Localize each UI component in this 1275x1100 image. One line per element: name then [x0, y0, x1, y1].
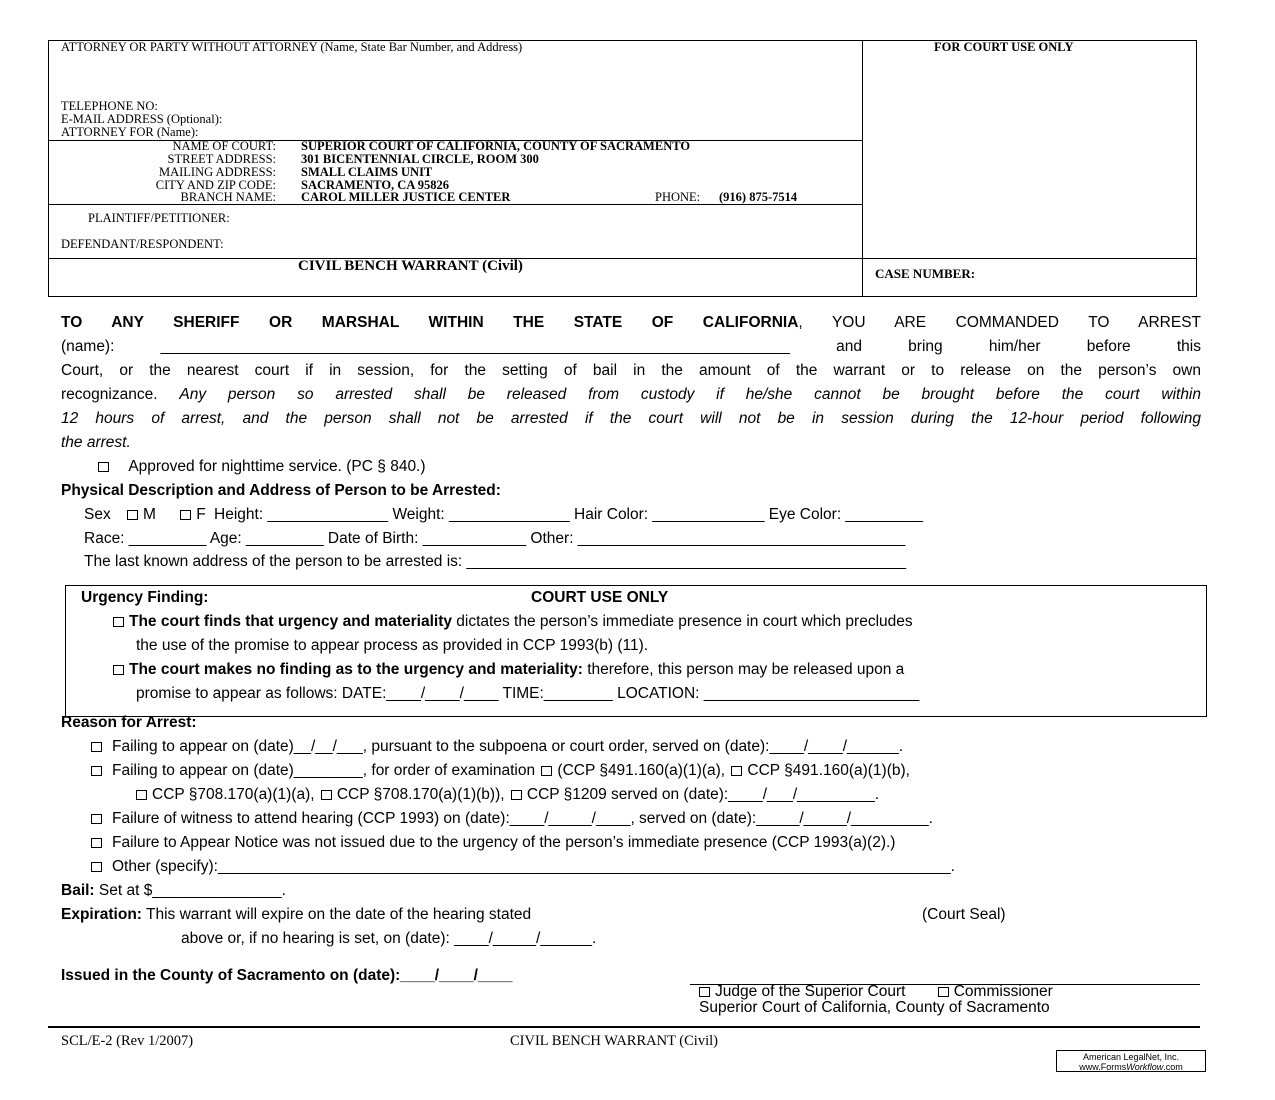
- logo-url-c: .com: [1163, 1062, 1183, 1072]
- phone-label: PHONE:: [655, 190, 701, 204]
- caption-rule: [48, 258, 1197, 259]
- logo-company: American LegalNet, Inc.: [1082, 1052, 1180, 1062]
- ccp-1209-checkbox[interactable]: [511, 790, 522, 800]
- phone-value: (916) 875-7514: [719, 190, 798, 204]
- reason-4-checkbox[interactable]: [91, 838, 102, 848]
- footer-title: CIVIL BENCH WARRANT (Civil): [510, 1033, 718, 1049]
- urgency-finding-2-bold: The court makes no finding as to the urgency and materiality:: [129, 661, 583, 678]
- reason-heading: Reason for Arrest:: [61, 714, 197, 731]
- bail-label: Bail:: [61, 882, 95, 899]
- branch-name-label: BRANCH NAME:: [180, 190, 276, 204]
- reason-2-checkbox[interactable]: [91, 766, 102, 776]
- form-title: CIVIL BENCH WARRANT (Civil): [298, 258, 523, 274]
- issued-line: Issued in the County of Sacramento on (date):____/____/____: [61, 967, 513, 984]
- case-number-label: CASE NUMBER:: [875, 266, 976, 281]
- female-checkbox[interactable]: [180, 510, 191, 520]
- attorney-for-label: ATTORNEY FOR (Name):: [61, 125, 199, 139]
- command-line-4: [61, 386, 1201, 404]
- reason-failing-appear-examination: [91, 762, 910, 780]
- ccp-708-a-checkbox[interactable]: [136, 790, 147, 800]
- attorney-label: ATTORNEY OR PARTY WITHOUT ATTORNEY (Name, State Bar Number, and Address): [61, 40, 523, 54]
- expiration-line: [61, 906, 531, 924]
- reason-other: [91, 858, 955, 876]
- sex-label: Sex: [84, 506, 111, 523]
- ccp-708-b-label: CCP §708.170(a)(1)(b)),: [336, 786, 505, 803]
- ccp-1209-label: CCP §1209 served on (date):____/___/_________.: [526, 786, 880, 803]
- reason-5-text: Other (specify):_____________________________________________________________________________________.: [112, 858, 955, 875]
- mailing-address-label: MAILING ADDRESS:: [158, 165, 276, 179]
- reason-5-checkbox[interactable]: [91, 862, 102, 872]
- recognizance-text: recognizance.: [61, 386, 158, 403]
- reason-witness-failure: [91, 810, 933, 828]
- reason-4-text: Failure to Appear Notice was not issued due to the urgency of the person’s immediate presence (CCP 1993(a)(2).): [112, 834, 896, 851]
- ccp-491-b-label: CCP §491.160(a)(1)(b),: [747, 762, 910, 779]
- forms-workflow-logo[interactable]: [1056, 1050, 1206, 1072]
- reason-3-text: Failure of witness to attend hearing (CCP 1993) on (date):____/_____/____, served on (date):_____/_____/_________.: [112, 810, 933, 827]
- logo-url: [1057, 1062, 1205, 1072]
- street-address-label: STREET ADDRESS:: [167, 152, 276, 166]
- commissioner-label: Commissioner: [953, 983, 1053, 1000]
- court-seal-label: (Court Seal): [922, 906, 1006, 923]
- mailing-address-value: SMALL CLAIMS UNIT: [301, 165, 433, 179]
- expiration-text: This warrant will expire on the date of the hearing stated: [145, 906, 532, 923]
- judge-label: Judge of the Superior Court: [715, 983, 906, 1000]
- city-zip-label: CITY AND ZIP CODE:: [155, 178, 276, 192]
- urgency-finding-1-checkbox[interactable]: [113, 617, 124, 627]
- nighttime-service: [98, 458, 426, 476]
- telephone-label: TELEPHONE NO:: [61, 99, 158, 113]
- email-label: E-MAIL ADDRESS (Optional):: [61, 112, 223, 126]
- release-text: Any person so arrested shall be released from custody if he/she cannot be brought before the court within: [179, 386, 1201, 403]
- male-checkbox[interactable]: [127, 510, 138, 520]
- urgency-finding-1: [113, 613, 1191, 631]
- signatory-court: Superior Court of California, County of Sacramento: [699, 999, 1050, 1016]
- bail-line: [61, 882, 286, 900]
- physical-row-1: [84, 506, 923, 524]
- reason-no-notice: [91, 834, 895, 852]
- urgency-court-use: COURT USE ONLY: [531, 589, 669, 606]
- command-line-6: the arrest.: [61, 434, 131, 451]
- reason-1-checkbox[interactable]: [91, 742, 102, 752]
- commissioner-checkbox[interactable]: [938, 987, 949, 997]
- reason-failing-appear-subpoena: [91, 738, 903, 756]
- court-name-value: SUPERIOR COURT OF CALIFORNIA, COUNTY OF SACRAMENTO: [301, 139, 691, 153]
- ccp-491-b-checkbox[interactable]: [731, 766, 742, 776]
- urgency-finding-2-checkbox[interactable]: [113, 665, 124, 675]
- expiration-line-2: above or, if no hearing is set, on (date): ____/_____/______.: [181, 930, 597, 947]
- command-line-3: Court, or the nearest court if in session, for the setting of bail in the amount of the warrant or to release on the person’s own: [61, 362, 1201, 379]
- urgency-finding-2-text: therefore, this person may be released upon a: [587, 661, 905, 678]
- female-label: F: [196, 506, 206, 523]
- ccp-491-a-checkbox[interactable]: [541, 766, 552, 776]
- judge-checkbox[interactable]: [699, 987, 710, 997]
- urgency-finding-1-text: dictates the person’s immediate presence in court which precludes: [456, 613, 913, 630]
- command-line-5: 12 hours of arrest, and the person shall not be arrested if the court will not be in session during the 12-hour period following: [61, 410, 1201, 427]
- physical-row-3: The last known address of the person to be arrested is: ___________________________________________________: [84, 553, 907, 570]
- ccp-708-a-label: CCP §708.170(a)(1)(a),: [152, 786, 315, 803]
- reason-examination-cont: [136, 786, 879, 804]
- command-line-2: (name): _________________________________________________________________________ and bring him/her before this: [61, 338, 1201, 355]
- court-use-only-label: FOR COURT USE ONLY: [934, 40, 1074, 54]
- city-zip-value: SACRAMENTO, CA 95826: [301, 178, 450, 192]
- command-line-1: [61, 314, 1201, 332]
- street-address-value: 301 BICENTENNIAL CIRCLE, ROOM 300: [301, 152, 539, 166]
- physical-row-2: Race: _________ Age: _________ Date of Birth: ____________ Other: ______________________________________: [84, 530, 906, 547]
- reason-2-text: Failing to appear on (date)________, for order of examination: [112, 762, 536, 779]
- command-arrest: , YOU ARE COMMANDED TO ARREST: [798, 314, 1201, 331]
- urgency-finding-2: [113, 661, 904, 679]
- urgency-heading: Urgency Finding:: [81, 589, 209, 606]
- form-id: SCL/E-2 (Rev 1/2007): [61, 1033, 194, 1049]
- male-label: M: [143, 506, 156, 523]
- defendant-label: DEFENDANT/RESPONDENT:: [61, 237, 224, 251]
- bail-text: Set at $_______________.: [98, 882, 286, 899]
- plaintiff-label: PLAINTIFF/PETITIONER:: [88, 211, 230, 225]
- reason-3-checkbox[interactable]: [91, 814, 102, 824]
- urgency-finding-1-cont: the use of the promise to appear process as provided in CCP 1993(b) (11).: [136, 637, 649, 654]
- logo-url-b: Workflow: [1126, 1062, 1164, 1072]
- urgency-finding-2-cont: promise to appear as follows: DATE:____/____/____ TIME:________ LOCATION: _________________________: [136, 685, 920, 702]
- logo-url-a: www.Forms: [1079, 1062, 1127, 1072]
- ccp-708-b-checkbox[interactable]: [321, 790, 332, 800]
- footer-rule: [48, 1026, 1200, 1028]
- nighttime-label: Approved for nighttime service. (PC § 840.): [128, 458, 426, 475]
- nighttime-checkbox[interactable]: [98, 462, 109, 472]
- branch-name-value: CAROL MILLER JUSTICE CENTER: [301, 190, 511, 204]
- ccp-491-a-label: (CCP §491.160(a)(1)(a),: [557, 762, 726, 779]
- urgency-finding-1-bold: The court finds that urgency and materiality: [129, 613, 452, 630]
- command-addressee: TO ANY SHERIFF OR MARSHAL WITHIN THE STATE OF CALIFORNIA: [61, 314, 799, 331]
- court-name-label: NAME OF COURT:: [172, 139, 276, 153]
- physical-heading: Physical Description and Address of Person to be Arrested:: [61, 482, 501, 499]
- expiration-label: Expiration:: [61, 906, 142, 923]
- reason-1-text: Failing to appear on (date)__/__/___, pursuant to the subpoena or court order, served on (date):____/____/______.: [112, 738, 904, 755]
- height-weight-hair-eye: Height: ______________ Weight: ______________ Hair Color: _____________ Eye Color: _________: [214, 506, 924, 523]
